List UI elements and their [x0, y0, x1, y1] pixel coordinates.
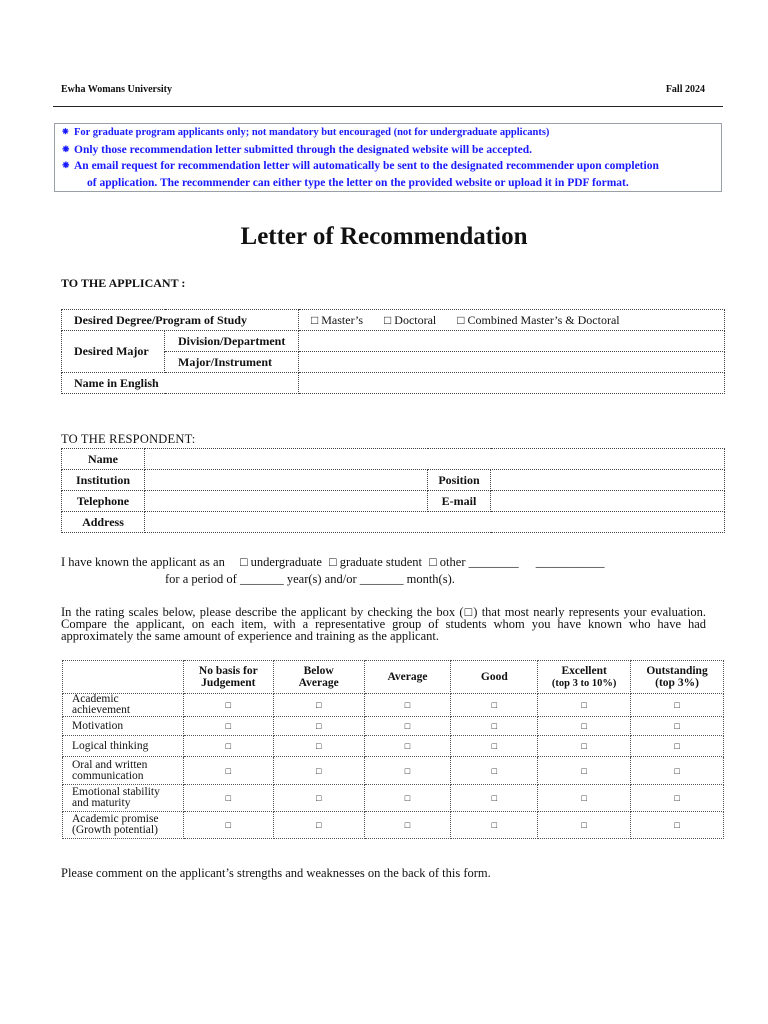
rating-checkbox[interactable]: □ — [364, 736, 451, 757]
rating-checkbox[interactable]: □ — [273, 785, 364, 812]
address-label: Address — [62, 512, 145, 533]
position-label: Position — [428, 470, 491, 491]
rating-checkbox[interactable]: □ — [451, 785, 538, 812]
respondent-section-label: TO THE RESPONDENT: — [61, 432, 196, 446]
column-header: Excellent (top 3 to 10%) — [538, 661, 631, 694]
rating-checkbox[interactable]: □ — [631, 694, 724, 717]
notice-line: ⁕ Only those recommendation letter submitted through the designated website will be accepted. — [61, 142, 721, 159]
rating-table — [62, 660, 724, 839]
table-row — [63, 785, 724, 812]
respondent-name-row — [62, 449, 725, 470]
email-field[interactable] — [491, 491, 725, 512]
rating-checkbox[interactable]: □ — [538, 694, 631, 717]
rating-checkbox[interactable]: □ — [273, 694, 364, 717]
rating-checkbox[interactable]: □ — [538, 717, 631, 736]
rating-checkbox[interactable]: □ — [451, 736, 538, 757]
rating-checkbox[interactable]: □ — [183, 785, 273, 812]
telephone-row — [62, 491, 725, 512]
degree-row — [62, 310, 725, 331]
institution-field[interactable] — [145, 470, 428, 491]
criterion-label: Motivation — [63, 717, 184, 736]
applicant-table — [61, 309, 725, 394]
rating-checkbox[interactable]: □ — [631, 785, 724, 812]
column-header: Outstanding (top 3%) — [631, 661, 724, 694]
column-header: Average — [364, 661, 451, 694]
known-as-line — [61, 555, 608, 570]
header-divider — [53, 106, 723, 107]
respondent-name-label: Name — [62, 449, 145, 470]
other-checkbox[interactable]: □ other ________ — [429, 555, 519, 569]
rating-checkbox[interactable]: □ — [273, 812, 364, 839]
rating-checkbox[interactable]: □ — [183, 812, 273, 839]
header-institution: Ewha Womans University — [61, 84, 172, 95]
telephone-label: Telephone — [62, 491, 145, 512]
rating-checkbox[interactable]: □ — [364, 785, 451, 812]
table-row — [63, 717, 724, 736]
rating-checkbox[interactable]: □ — [364, 694, 451, 717]
rating-body — [63, 694, 724, 839]
rating-checkbox[interactable]: □ — [364, 812, 451, 839]
column-header: No basis for Judgement — [183, 661, 273, 694]
institution-row — [62, 470, 725, 491]
rating-checkbox[interactable]: □ — [538, 736, 631, 757]
rating-checkbox[interactable]: □ — [631, 717, 724, 736]
undergraduate-checkbox[interactable]: □ undergraduate — [239, 555, 322, 569]
respondent-table — [61, 448, 725, 533]
notice-continuation: of application. The recommender can either type the letter on the provided website or upload it in PDF format. — [87, 176, 629, 189]
header-term: Fall 2024 — [665, 84, 705, 95]
period-line: for a period of _______ year(s) and/or _______ month(s). — [165, 572, 455, 586]
division-label: Division/Department — [165, 331, 299, 352]
rating-checkbox[interactable]: □ — [273, 736, 364, 757]
rating-checkbox[interactable]: □ — [183, 694, 273, 717]
rating-checkbox[interactable]: □ — [631, 757, 724, 785]
name-english-label: Name in English — [62, 373, 299, 394]
column-header: Good — [451, 661, 538, 694]
criterion-label: Academic promise (Growth potential) — [63, 812, 184, 839]
email-label: E-mail — [428, 491, 491, 512]
criterion-label: Logical thinking — [63, 736, 184, 757]
graduate-checkbox[interactable]: □ graduate student — [329, 555, 422, 569]
address-row — [62, 512, 725, 533]
table-row — [63, 812, 724, 839]
division-field[interactable] — [299, 331, 725, 352]
respondent-name-field[interactable] — [145, 449, 725, 470]
division-row — [62, 331, 725, 352]
name-row — [62, 373, 725, 394]
rating-checkbox[interactable]: □ — [538, 757, 631, 785]
rating-checkbox[interactable]: □ — [273, 757, 364, 785]
notice-box — [54, 123, 722, 192]
notice-line: ⁕ For graduate program applicants only; not mandatory but encouraged (not for undergraduate applicants) — [61, 125, 721, 142]
other-blank[interactable]: ___________ — [535, 555, 605, 569]
asterisk-icon: ⁕ — [61, 143, 71, 156]
institution-label: Institution — [62, 470, 145, 491]
known-as-prefix: I have known the applicant as an — [61, 555, 225, 569]
criteria-header — [63, 661, 184, 694]
column-header: Below Average — [273, 661, 364, 694]
degree-label: Desired Degree/Program of Study — [62, 310, 299, 331]
combined-checkbox[interactable]: □ Combined Master’s & Doctoral — [457, 312, 620, 327]
rating-instructions: In the rating scales below, please describe the applicant by checking the box (□) that most nearly represents your evaluation. Compare the applicant, on each item, with a representative group of students whom you have known who have had approximately the same amount of experience and training as the applicant. — [61, 605, 706, 643]
doctoral-checkbox[interactable]: □ Doctoral — [384, 312, 437, 327]
rating-checkbox[interactable]: □ — [273, 717, 364, 736]
degree-options — [299, 310, 725, 331]
rating-checkbox[interactable]: □ — [183, 717, 273, 736]
page-title: Letter of Recommendation — [240, 223, 528, 250]
notice-line: ⁕ An email request for recommendation letter will automatically be sent to the designated recommender upon completion — [61, 158, 721, 175]
rating-checkbox[interactable]: □ — [364, 717, 451, 736]
rating-checkbox[interactable]: □ — [451, 812, 538, 839]
rating-checkbox[interactable]: □ — [183, 757, 273, 785]
address-field[interactable] — [145, 512, 725, 533]
rating-header-row — [63, 661, 724, 694]
rating-checkbox[interactable]: □ — [631, 736, 724, 757]
rating-checkbox[interactable]: □ — [364, 757, 451, 785]
instrument-label: Major/Instrument — [165, 352, 299, 373]
comment-instruction: Please comment on the applicant’s strengths and weaknesses on the back of this form. — [61, 866, 491, 880]
telephone-field[interactable] — [145, 491, 428, 512]
rating-checkbox[interactable]: □ — [631, 812, 724, 839]
asterisk-icon: ⁕ — [61, 127, 70, 138]
name-english-field[interactable] — [299, 373, 725, 394]
applicant-section-label: TO THE APPLICANT : — [61, 276, 186, 290]
rating-checkbox[interactable]: □ — [451, 694, 538, 717]
major-label: Desired Major — [62, 331, 165, 373]
table-row — [63, 736, 724, 757]
criterion-label: Academic achievement — [63, 694, 184, 717]
rating-checkbox[interactable]: □ — [451, 757, 538, 785]
rating-checkbox[interactable]: □ — [538, 785, 631, 812]
position-field[interactable] — [491, 470, 725, 491]
rating-checkbox[interactable]: □ — [183, 736, 273, 757]
instrument-field[interactable] — [299, 352, 725, 373]
criterion-label: Oral and written communication — [63, 757, 184, 785]
rating-checkbox[interactable]: □ — [538, 812, 631, 839]
asterisk-icon: ⁕ — [61, 160, 71, 172]
table-row — [63, 694, 724, 717]
table-row — [63, 757, 724, 785]
criterion-label: Emotional stability and maturity — [63, 785, 184, 812]
rating-checkbox[interactable]: □ — [451, 717, 538, 736]
masters-checkbox[interactable]: □ Master’s — [311, 312, 364, 327]
